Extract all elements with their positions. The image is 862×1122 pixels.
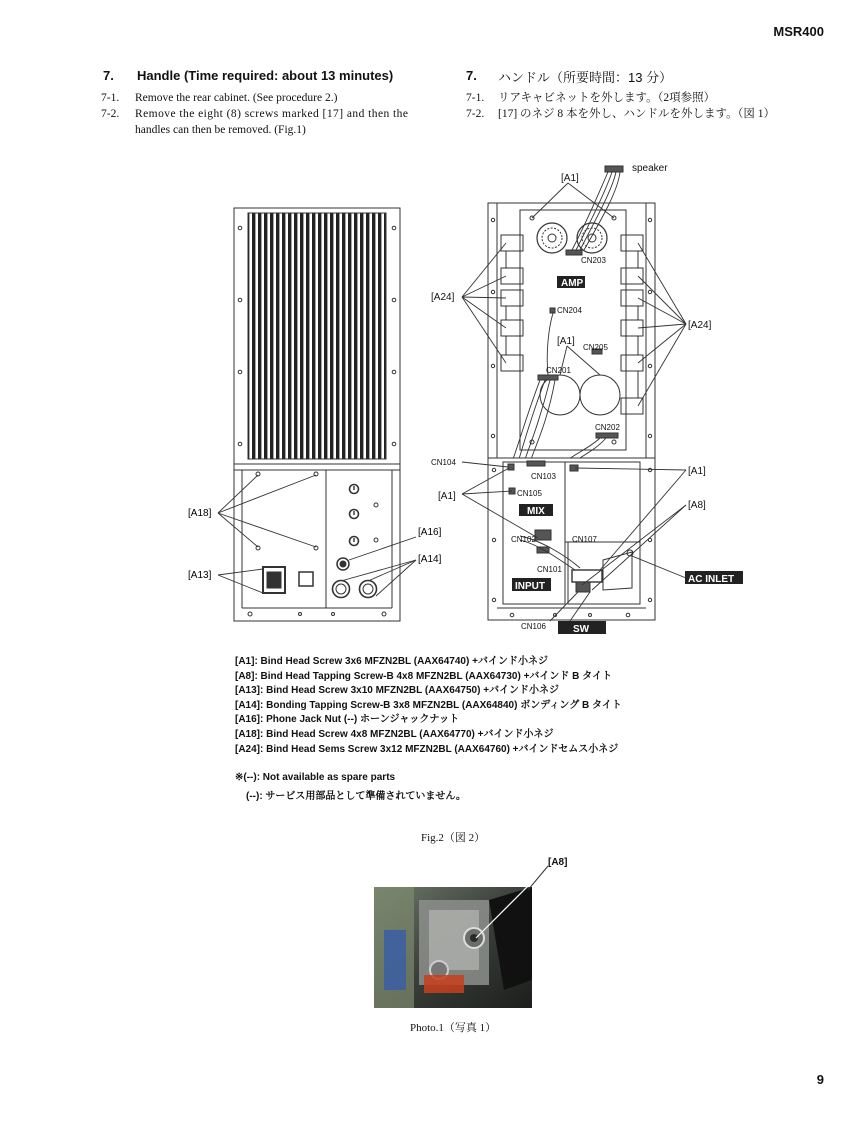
section-title-en: Handle (Time required: about 13 minutes)	[137, 68, 394, 83]
legend-item-a8: [A8]: Bind Head Tapping Screw-B 4x8 MFZN2BL (AAX64730) +バインド B タイト	[235, 670, 612, 682]
label-speaker: speaker	[632, 163, 668, 174]
label-input: INPUT	[515, 581, 545, 592]
label-a1-left: [A1]	[438, 491, 456, 502]
label-cn204: CN204	[557, 306, 582, 315]
label-ac-inlet: AC INLET	[688, 574, 735, 585]
label-a1-top: [A1]	[561, 173, 579, 184]
label-cn105: CN105	[517, 489, 542, 498]
step-text-line2: handles can then be removed. (Fig.1)	[135, 124, 306, 136]
legend-item-a1: [A1]: Bind Head Screw 3x6 MFZN2BL (AAX64740) +バインド小ネジ	[235, 656, 548, 667]
figure-caption: Fig.2（図 2）	[421, 832, 486, 844]
label-a13: [A13]	[188, 570, 212, 581]
step-number: 7-2.	[101, 108, 120, 120]
section-number-en: 7.	[103, 68, 114, 83]
legend-item-a16: [A16]: Phone Jack Nut (--) ホーンジャックナット	[235, 714, 460, 726]
label-a16: [A16]	[418, 527, 442, 538]
note-en: ※(--): Not available as spare parts	[235, 772, 396, 783]
label-amp: AMP	[561, 278, 584, 289]
section-number-jp: 7.	[466, 68, 477, 83]
photo-label-a8: [A8]	[548, 857, 568, 868]
parts-legend	[235, 655, 622, 757]
label-a18: [A18]	[188, 508, 212, 519]
section-title-jp: ハンドル（所要時間：13 分）	[498, 70, 673, 85]
step-number: 7-2.	[466, 108, 485, 120]
label-cn107: CN107	[572, 535, 597, 544]
label-cn106: CN106	[521, 622, 546, 631]
photo-leader-line-top	[500, 864, 550, 894]
label-cn102: CN102	[511, 535, 536, 544]
step-text: リアキャビネットを外します。（2項参照）	[498, 92, 716, 104]
label-mix: MIX	[527, 506, 545, 517]
legend-item-a18: [A18]: Bind Head Screw 4x8 MFZN2BL (AAX64770) +バインド小ネジ	[235, 728, 554, 740]
label-a8: [A8]	[688, 500, 706, 511]
photo-caption: Photo.1（写真 1）	[410, 1022, 497, 1034]
label-cn202: CN202	[595, 423, 620, 432]
left-unit	[234, 208, 400, 621]
model-name: MSR400	[773, 24, 824, 39]
label-sw: SW	[573, 624, 590, 635]
page-number: 9	[816, 1072, 824, 1087]
legend-item-a13: [A13]: Bind Head Screw 3x10 MFZN2BL (AAX64750) +バインド小ネジ	[235, 685, 560, 697]
step-number: 7-1.	[466, 92, 485, 104]
label-cn103: CN103	[531, 472, 556, 481]
label-a1-mid: [A1]	[557, 336, 575, 347]
label-a24-right: [A24]	[688, 320, 712, 331]
label-cn104: CN104	[431, 458, 456, 467]
legend-item-a14: [A14]: Bonding Tapping Screw-B 3x8 MFZN2BL (AAX64840) ボンディング B タイト	[235, 699, 622, 711]
label-a1-right: [A1]	[688, 466, 706, 477]
label-cn101: CN101	[537, 565, 562, 574]
step-text: [17] のネジ 8 本を外し、ハンドルを外します。（図 1）	[498, 108, 775, 120]
step-number: 7-1.	[101, 92, 120, 104]
label-cn203: CN203	[581, 256, 606, 265]
label-a14: [A14]	[418, 554, 442, 565]
right-unit	[488, 166, 655, 620]
note-jp: (--): サービス用部品として準備されていません。	[246, 791, 467, 802]
legend-item-a24: [A24]: Bind Head Sems Screw 3x12 MFZN2BL (AAX64760) +バインドセムス小ネジ	[235, 743, 619, 755]
step-text-line1: Remove the eight (8) screws marked [17] and then the	[135, 108, 409, 120]
label-cn201: CN201	[546, 366, 571, 375]
step-text: Remove the rear cabinet. (See procedure 2.)	[135, 92, 338, 104]
label-cn205: CN205	[583, 343, 608, 352]
label-a24-left: [A24]	[431, 292, 455, 303]
